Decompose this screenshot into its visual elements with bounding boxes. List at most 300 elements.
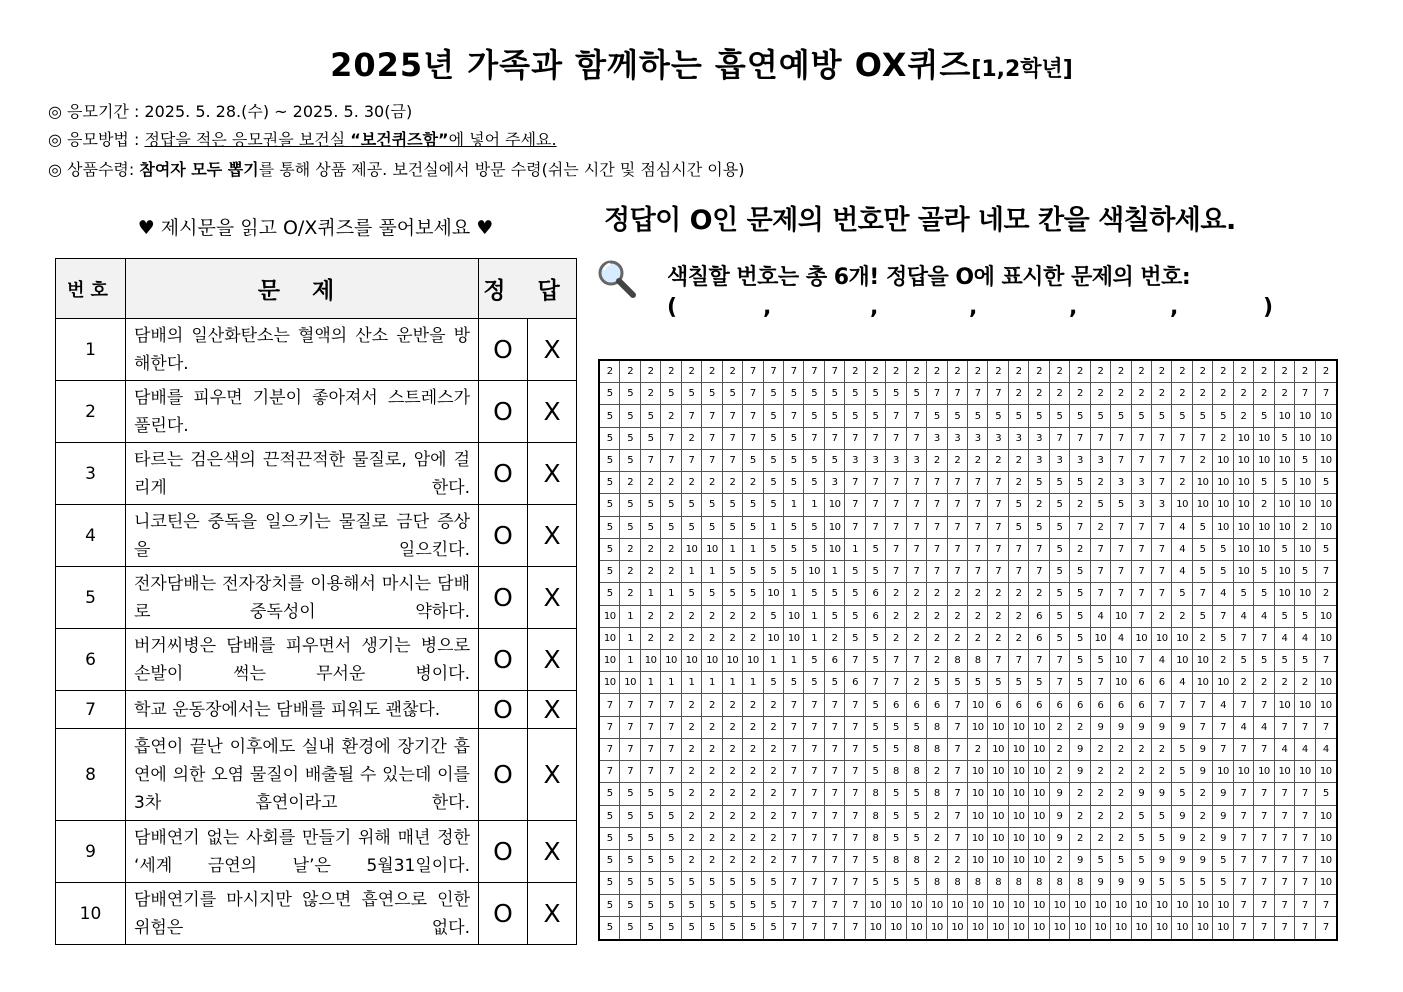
grid-cell[interactable]: 5 bbox=[866, 650, 886, 672]
grid-cell[interactable]: 1 bbox=[682, 672, 702, 694]
grid-cell[interactable]: 5 bbox=[784, 517, 804, 539]
grid-cell[interactable]: 7 bbox=[1254, 783, 1274, 805]
grid-cell[interactable]: 2 bbox=[661, 606, 681, 628]
grid-cell[interactable]: 5 bbox=[804, 539, 824, 561]
grid-cell[interactable]: 2 bbox=[968, 606, 988, 628]
grid-cell[interactable]: 10 bbox=[1275, 494, 1295, 516]
grid-cell[interactable]: 2 bbox=[845, 361, 865, 383]
grid-cell[interactable]: 7 bbox=[784, 739, 804, 761]
grid-cell[interactable]: 5 bbox=[927, 672, 947, 694]
grid-cell[interactable]: 7 bbox=[743, 361, 763, 383]
grid-cell[interactable]: 5 bbox=[825, 383, 845, 405]
grid-cell[interactable]: 5 bbox=[600, 539, 620, 561]
grid-cell[interactable]: 5 bbox=[661, 783, 681, 805]
grid-cell[interactable]: 3 bbox=[948, 428, 968, 450]
grid-cell[interactable]: 7 bbox=[1275, 806, 1295, 828]
grid-cell[interactable]: 5 bbox=[804, 583, 824, 605]
grid-cell[interactable]: 10 bbox=[988, 828, 1008, 850]
grid-cell[interactable]: 5 bbox=[661, 917, 681, 939]
grid-cell[interactable]: 4 bbox=[1295, 739, 1315, 761]
grid-cell[interactable]: 2 bbox=[1275, 361, 1295, 383]
grid-cell[interactable]: 2 bbox=[702, 694, 722, 716]
grid-cell[interactable]: 5 bbox=[723, 917, 743, 939]
grid-cell[interactable]: 5 bbox=[866, 383, 886, 405]
grid-cell[interactable]: 3 bbox=[968, 428, 988, 450]
grid-cell[interactable]: 5 bbox=[682, 517, 702, 539]
grid-cell[interactable]: 5 bbox=[825, 672, 845, 694]
grid-cell[interactable]: 7 bbox=[948, 828, 968, 850]
grid-cell[interactable]: 10 bbox=[1254, 450, 1274, 472]
grid-cell[interactable]: 2 bbox=[927, 628, 947, 650]
grid-cell[interactable]: 5 bbox=[1050, 405, 1070, 427]
grid-cell[interactable]: 5 bbox=[723, 561, 743, 583]
grid-cell[interactable]: 9 bbox=[1193, 850, 1213, 872]
grid-cell[interactable]: 5 bbox=[1275, 428, 1295, 450]
answer-o-option[interactable]: O bbox=[479, 629, 528, 691]
grid-cell[interactable]: 7 bbox=[866, 494, 886, 516]
grid-cell[interactable]: 7 bbox=[1152, 539, 1172, 561]
grid-cell[interactable]: 2 bbox=[723, 628, 743, 650]
grid-cell[interactable]: 5 bbox=[661, 494, 681, 516]
grid-cell[interactable]: 7 bbox=[948, 383, 968, 405]
grid-cell[interactable]: 7 bbox=[804, 428, 824, 450]
grid-cell[interactable]: 7 bbox=[1193, 717, 1213, 739]
grid-cell[interactable]: 5 bbox=[1172, 739, 1192, 761]
grid-cell[interactable]: 10 bbox=[886, 895, 906, 917]
grid-cell[interactable]: 2 bbox=[948, 583, 968, 605]
grid-cell[interactable]: 5 bbox=[702, 872, 722, 894]
grid-cell[interactable]: 5 bbox=[682, 895, 702, 917]
grid-cell[interactable]: 5 bbox=[600, 583, 620, 605]
grid-cell[interactable]: 2 bbox=[682, 472, 702, 494]
grid-cell[interactable]: 5 bbox=[764, 405, 784, 427]
grid-cell[interactable]: 7 bbox=[804, 694, 824, 716]
grid-cell[interactable]: 5 bbox=[600, 783, 620, 805]
grid-cell[interactable]: 2 bbox=[927, 650, 947, 672]
grid-cell[interactable]: 5 bbox=[1193, 872, 1213, 894]
grid-cell[interactable]: 7 bbox=[948, 783, 968, 805]
grid-cell[interactable]: 2 bbox=[907, 672, 927, 694]
grid-cell[interactable]: 2 bbox=[1193, 806, 1213, 828]
grid-cell[interactable]: 7 bbox=[825, 694, 845, 716]
grid-cell[interactable]: 2 bbox=[641, 561, 661, 583]
grid-cell[interactable]: 2 bbox=[1254, 494, 1274, 516]
grid-cell[interactable]: 2 bbox=[988, 450, 1008, 472]
answer-x-option[interactable]: X bbox=[528, 883, 577, 945]
grid-cell[interactable]: 6 bbox=[1152, 672, 1172, 694]
grid-cell[interactable]: 5 bbox=[641, 895, 661, 917]
grid-cell[interactable]: 2 bbox=[948, 850, 968, 872]
grid-cell[interactable]: 10 bbox=[1193, 472, 1213, 494]
grid-cell[interactable]: 7 bbox=[988, 494, 1008, 516]
grid-cell[interactable]: 7 bbox=[1275, 850, 1295, 872]
grid-cell[interactable]: 1 bbox=[723, 672, 743, 694]
grid-cell[interactable]: 5 bbox=[1009, 405, 1029, 427]
grid-cell[interactable]: 7 bbox=[845, 494, 865, 516]
grid-cell[interactable]: 7 bbox=[1091, 539, 1111, 561]
grid-cell[interactable]: 7 bbox=[1132, 517, 1152, 539]
grid-cell[interactable]: 5 bbox=[886, 739, 906, 761]
grid-cell[interactable]: 2 bbox=[1070, 717, 1090, 739]
grid-cell[interactable]: 10 bbox=[968, 828, 988, 850]
grid-cell[interactable]: 5 bbox=[825, 606, 845, 628]
grid-cell[interactable]: 7 bbox=[845, 650, 865, 672]
grid-cell[interactable]: 9 bbox=[1070, 850, 1090, 872]
grid-cell[interactable]: 2 bbox=[1132, 383, 1152, 405]
grid-cell[interactable]: 10 bbox=[682, 650, 702, 672]
grid-cell[interactable]: 2 bbox=[1050, 717, 1070, 739]
grid-cell[interactable]: 5 bbox=[866, 694, 886, 716]
grid-cell[interactable]: 7 bbox=[1295, 917, 1315, 939]
grid-cell[interactable]: 5 bbox=[886, 872, 906, 894]
grid-cell[interactable]: 7 bbox=[682, 450, 702, 472]
grid-cell[interactable]: 3 bbox=[988, 428, 1008, 450]
grid-cell[interactable]: 2 bbox=[682, 606, 702, 628]
grid-cell[interactable]: 5 bbox=[620, 828, 640, 850]
grid-cell[interactable]: 10 bbox=[1295, 494, 1315, 516]
grid-cell[interactable]: 10 bbox=[600, 628, 620, 650]
grid-cell[interactable]: 5 bbox=[988, 405, 1008, 427]
grid-cell[interactable]: 2 bbox=[1213, 428, 1233, 450]
grid-cell[interactable]: 5 bbox=[886, 828, 906, 850]
grid-cell[interactable]: 5 bbox=[743, 450, 763, 472]
grid-cell[interactable]: 2 bbox=[702, 806, 722, 828]
answer-o-option[interactable]: O bbox=[479, 821, 528, 883]
grid-cell[interactable]: 2 bbox=[702, 628, 722, 650]
grid-cell[interactable]: 5 bbox=[886, 717, 906, 739]
grid-cell[interactable]: 10 bbox=[1275, 561, 1295, 583]
grid-cell[interactable]: 2 bbox=[641, 472, 661, 494]
grid-cell[interactable]: 7 bbox=[620, 739, 640, 761]
answer-x-option[interactable]: X bbox=[528, 505, 577, 567]
grid-cell[interactable]: 5 bbox=[1029, 517, 1049, 539]
grid-cell[interactable]: 5 bbox=[600, 494, 620, 516]
grid-cell[interactable]: 7 bbox=[620, 761, 640, 783]
grid-cell[interactable]: 1 bbox=[620, 650, 640, 672]
grid-cell[interactable]: 7 bbox=[784, 694, 804, 716]
grid-cell[interactable]: 2 bbox=[743, 806, 763, 828]
grid-cell[interactable]: 5 bbox=[1213, 872, 1233, 894]
grid-cell[interactable]: 2 bbox=[886, 628, 906, 650]
grid-cell[interactable]: 5 bbox=[1050, 606, 1070, 628]
grid-cell[interactable]: 5 bbox=[845, 561, 865, 583]
grid-cell[interactable]: 5 bbox=[620, 783, 640, 805]
grid-cell[interactable]: 2 bbox=[1193, 383, 1213, 405]
grid-cell[interactable]: 2 bbox=[1009, 628, 1029, 650]
grid-cell[interactable]: 5 bbox=[620, 383, 640, 405]
grid-cell[interactable]: 2 bbox=[1091, 806, 1111, 828]
grid-cell[interactable]: 5 bbox=[641, 806, 661, 828]
grid-cell[interactable]: 10 bbox=[1091, 917, 1111, 939]
grid-cell[interactable]: 5 bbox=[641, 850, 661, 872]
grid-cell[interactable]: 1 bbox=[661, 672, 681, 694]
grid-cell[interactable]: 1 bbox=[804, 494, 824, 516]
grid-cell[interactable]: 10 bbox=[825, 494, 845, 516]
grid-cell[interactable]: 7 bbox=[968, 517, 988, 539]
grid-cell[interactable]: 7 bbox=[825, 806, 845, 828]
grid-cell[interactable]: 5 bbox=[764, 917, 784, 939]
grid-cell[interactable]: 2 bbox=[1029, 361, 1049, 383]
grid-cell[interactable]: 7 bbox=[661, 450, 681, 472]
grid-cell[interactable]: 5 bbox=[784, 472, 804, 494]
grid-cell[interactable]: 7 bbox=[784, 917, 804, 939]
grid-cell[interactable]: 2 bbox=[1295, 517, 1315, 539]
grid-cell[interactable]: 10 bbox=[764, 628, 784, 650]
grid-cell[interactable]: 7 bbox=[1234, 828, 1254, 850]
grid-cell[interactable]: 5 bbox=[1111, 405, 1131, 427]
grid-cell[interactable]: 9 bbox=[1091, 717, 1111, 739]
grid-cell[interactable]: 8 bbox=[907, 761, 927, 783]
grid-cell[interactable]: 7 bbox=[845, 917, 865, 939]
grid-cell[interactable]: 2 bbox=[682, 761, 702, 783]
grid-cell[interactable]: 10 bbox=[1234, 494, 1254, 516]
grid-cell[interactable]: 5 bbox=[764, 895, 784, 917]
grid-cell[interactable]: 4 bbox=[1172, 539, 1192, 561]
grid-cell[interactable]: 7 bbox=[1254, 806, 1274, 828]
grid-cell[interactable]: 5 bbox=[1152, 806, 1172, 828]
grid-cell[interactable]: 5 bbox=[1172, 583, 1192, 605]
grid-cell[interactable]: 2 bbox=[927, 850, 947, 872]
grid-cell[interactable]: 1 bbox=[764, 650, 784, 672]
grid-cell[interactable]: 7 bbox=[907, 405, 927, 427]
grid-cell[interactable]: 10 bbox=[1213, 472, 1233, 494]
grid-cell[interactable]: 5 bbox=[682, 494, 702, 516]
grid-cell[interactable]: 8 bbox=[927, 783, 947, 805]
grid-cell[interactable]: 2 bbox=[1091, 517, 1111, 539]
grid-cell[interactable]: 5 bbox=[1193, 517, 1213, 539]
grid-cell[interactable]: 5 bbox=[600, 450, 620, 472]
grid-cell[interactable]: 5 bbox=[1050, 628, 1070, 650]
grid-cell[interactable]: 10 bbox=[1316, 405, 1336, 427]
grid-cell[interactable]: 2 bbox=[702, 783, 722, 805]
grid-cell[interactable]: 2 bbox=[1193, 450, 1213, 472]
grid-cell[interactable]: 8 bbox=[927, 739, 947, 761]
grid-cell[interactable]: 5 bbox=[600, 850, 620, 872]
grid-cell[interactable]: 7 bbox=[886, 494, 906, 516]
grid-cell[interactable]: 5 bbox=[907, 872, 927, 894]
grid-cell[interactable]: 2 bbox=[702, 761, 722, 783]
grid-cell[interactable]: 5 bbox=[1234, 650, 1254, 672]
grid-cell[interactable]: 2 bbox=[723, 361, 743, 383]
grid-cell[interactable]: 2 bbox=[1275, 383, 1295, 405]
grid-cell[interactable]: 2 bbox=[743, 472, 763, 494]
grid-cell[interactable]: 7 bbox=[845, 694, 865, 716]
grid-cell[interactable]: 7 bbox=[1316, 895, 1336, 917]
answer-x-option[interactable]: X bbox=[528, 381, 577, 443]
grid-cell[interactable]: 5 bbox=[682, 583, 702, 605]
grid-cell[interactable]: 3 bbox=[886, 450, 906, 472]
grid-cell[interactable]: 2 bbox=[1172, 606, 1192, 628]
grid-cell[interactable]: 10 bbox=[968, 917, 988, 939]
grid-cell[interactable]: 6 bbox=[1029, 606, 1049, 628]
grid-cell[interactable]: 5 bbox=[1295, 606, 1315, 628]
grid-cell[interactable]: 7 bbox=[1050, 650, 1070, 672]
grid-cell[interactable]: 7 bbox=[1234, 783, 1254, 805]
grid-cell[interactable]: 5 bbox=[1275, 650, 1295, 672]
grid-cell[interactable]: 5 bbox=[907, 783, 927, 805]
grid-cell[interactable]: 6 bbox=[1029, 694, 1049, 716]
grid-cell[interactable]: 2 bbox=[1009, 383, 1029, 405]
grid-cell[interactable]: 6 bbox=[1070, 694, 1090, 716]
grid-cell[interactable]: 7 bbox=[641, 717, 661, 739]
grid-cell[interactable]: 4 bbox=[1091, 606, 1111, 628]
grid-cell[interactable]: 10 bbox=[1029, 917, 1049, 939]
grid-cell[interactable]: 7 bbox=[1029, 561, 1049, 583]
grid-cell[interactable]: 1 bbox=[804, 606, 824, 628]
grid-cell[interactable]: 5 bbox=[804, 472, 824, 494]
grid-cell[interactable]: 10 bbox=[1111, 606, 1131, 628]
grid-cell[interactable]: 2 bbox=[886, 606, 906, 628]
grid-cell[interactable]: 10 bbox=[1213, 450, 1233, 472]
grid-cell[interactable]: 7 bbox=[1029, 650, 1049, 672]
grid-cell[interactable]: 2 bbox=[988, 628, 1008, 650]
grid-cell[interactable]: 5 bbox=[743, 583, 763, 605]
grid-cell[interactable]: 10 bbox=[600, 672, 620, 694]
grid-cell[interactable]: 2 bbox=[1132, 761, 1152, 783]
grid-cell[interactable]: 10 bbox=[1009, 917, 1029, 939]
grid-cell[interactable]: 10 bbox=[1254, 428, 1274, 450]
grid-cell[interactable]: 10 bbox=[1009, 806, 1029, 828]
grid-cell[interactable]: 7 bbox=[1132, 428, 1152, 450]
grid-cell[interactable]: 10 bbox=[764, 583, 784, 605]
grid-cell[interactable]: 2 bbox=[907, 361, 927, 383]
grid-cell[interactable]: 10 bbox=[1009, 761, 1029, 783]
grid-cell[interactable]: 10 bbox=[1050, 895, 1070, 917]
grid-cell[interactable]: 2 bbox=[682, 828, 702, 850]
grid-cell[interactable]: 5 bbox=[661, 383, 681, 405]
grid-cell[interactable]: 5 bbox=[804, 383, 824, 405]
grid-cell[interactable]: 7 bbox=[641, 761, 661, 783]
grid-cell[interactable]: 3 bbox=[1070, 450, 1090, 472]
grid-cell[interactable]: 2 bbox=[1234, 361, 1254, 383]
grid-cell[interactable]: 7 bbox=[1275, 717, 1295, 739]
grid-cell[interactable]: 2 bbox=[723, 806, 743, 828]
grid-cell[interactable]: 6 bbox=[1009, 694, 1029, 716]
grid-cell[interactable]: 5 bbox=[866, 628, 886, 650]
grid-cell[interactable]: 7 bbox=[1234, 739, 1254, 761]
answer-x-option[interactable]: X bbox=[528, 443, 577, 505]
grid-cell[interactable]: 8 bbox=[866, 806, 886, 828]
grid-cell[interactable]: 8 bbox=[1029, 872, 1049, 894]
grid-cell[interactable]: 7 bbox=[620, 694, 640, 716]
grid-cell[interactable]: 5 bbox=[1234, 583, 1254, 605]
grid-cell[interactable]: 5 bbox=[702, 917, 722, 939]
grid-cell[interactable]: 7 bbox=[682, 405, 702, 427]
grid-cell[interactable]: 2 bbox=[1234, 672, 1254, 694]
grid-cell[interactable]: 5 bbox=[600, 828, 620, 850]
grid-cell[interactable]: 10 bbox=[804, 561, 824, 583]
grid-cell[interactable]: 7 bbox=[804, 783, 824, 805]
grid-cell[interactable]: 10 bbox=[1152, 917, 1172, 939]
grid-cell[interactable]: 5 bbox=[1050, 517, 1070, 539]
grid-cell[interactable]: 10 bbox=[1316, 872, 1336, 894]
grid-cell[interactable]: 2 bbox=[1070, 828, 1090, 850]
grid-cell[interactable]: 7 bbox=[1295, 783, 1315, 805]
grid-cell[interactable]: 2 bbox=[764, 761, 784, 783]
grid-cell[interactable]: 7 bbox=[620, 717, 640, 739]
grid-cell[interactable]: 2 bbox=[723, 783, 743, 805]
grid-cell[interactable]: 10 bbox=[1091, 895, 1111, 917]
grid-cell[interactable]: 7 bbox=[1234, 806, 1254, 828]
grid-cell[interactable]: 1 bbox=[784, 650, 804, 672]
grid-cell[interactable]: 9 bbox=[1050, 828, 1070, 850]
grid-cell[interactable]: 4 bbox=[1172, 672, 1192, 694]
grid-cell[interactable]: 2 bbox=[661, 628, 681, 650]
grid-cell[interactable]: 7 bbox=[1152, 517, 1172, 539]
grid-cell[interactable]: 5 bbox=[1091, 405, 1111, 427]
grid-cell[interactable]: 7 bbox=[804, 806, 824, 828]
grid-cell[interactable]: 3 bbox=[1111, 472, 1131, 494]
grid-cell[interactable]: 6 bbox=[907, 694, 927, 716]
grid-cell[interactable]: 5 bbox=[1213, 539, 1233, 561]
grid-cell[interactable]: 5 bbox=[620, 917, 640, 939]
grid-cell[interactable]: 7 bbox=[825, 428, 845, 450]
grid-cell[interactable]: 10 bbox=[968, 717, 988, 739]
grid-cell[interactable]: 2 bbox=[1009, 606, 1029, 628]
grid-cell[interactable]: 9 bbox=[1213, 828, 1233, 850]
grid-cell[interactable]: 2 bbox=[988, 361, 1008, 383]
grid-cell[interactable]: 7 bbox=[1111, 450, 1131, 472]
grid-cell[interactable]: 2 bbox=[620, 561, 640, 583]
grid-cell[interactable]: 2 bbox=[743, 783, 763, 805]
grid-cell[interactable]: 7 bbox=[1234, 850, 1254, 872]
grid-cell[interactable]: 7 bbox=[804, 717, 824, 739]
grid-cell[interactable]: 7 bbox=[723, 405, 743, 427]
grid-cell[interactable]: 8 bbox=[968, 650, 988, 672]
grid-cell[interactable]: 7 bbox=[764, 361, 784, 383]
grid-cell[interactable]: 5 bbox=[1172, 405, 1192, 427]
grid-cell[interactable]: 5 bbox=[825, 405, 845, 427]
grid-cell[interactable]: 1 bbox=[804, 628, 824, 650]
grid-cell[interactable]: 10 bbox=[866, 895, 886, 917]
grid-cell[interactable]: 5 bbox=[1275, 606, 1295, 628]
grid-cell[interactable]: 5 bbox=[1316, 539, 1336, 561]
grid-cell[interactable]: 7 bbox=[825, 917, 845, 939]
grid-cell[interactable]: 10 bbox=[968, 694, 988, 716]
grid-cell[interactable]: 5 bbox=[764, 539, 784, 561]
grid-cell[interactable]: 7 bbox=[1091, 561, 1111, 583]
grid-cell[interactable]: 3 bbox=[907, 450, 927, 472]
grid-cell[interactable]: 10 bbox=[988, 761, 1008, 783]
grid-cell[interactable]: 3 bbox=[927, 428, 947, 450]
grid-cell[interactable]: 10 bbox=[723, 650, 743, 672]
grid-cell[interactable]: 9 bbox=[1152, 717, 1172, 739]
grid-cell[interactable]: 7 bbox=[661, 428, 681, 450]
grid-cell[interactable]: 5 bbox=[907, 828, 927, 850]
grid-cell[interactable]: 7 bbox=[907, 539, 927, 561]
grid-cell[interactable]: 5 bbox=[804, 450, 824, 472]
grid-cell[interactable]: 10 bbox=[1152, 628, 1172, 650]
grid-cell[interactable]: 10 bbox=[1234, 539, 1254, 561]
grid-cell[interactable]: 4 bbox=[1111, 628, 1131, 650]
grid-cell[interactable]: 5 bbox=[764, 383, 784, 405]
grid-cell[interactable]: 10 bbox=[661, 650, 681, 672]
grid-cell[interactable]: 7 bbox=[825, 872, 845, 894]
grid-cell[interactable]: 7 bbox=[1254, 739, 1274, 761]
grid-cell[interactable]: 5 bbox=[1070, 628, 1090, 650]
grid-cell[interactable]: 10 bbox=[1316, 694, 1336, 716]
grid-cell[interactable]: 5 bbox=[620, 895, 640, 917]
grid-cell[interactable]: 5 bbox=[641, 405, 661, 427]
grid-cell[interactable]: 10 bbox=[1234, 761, 1254, 783]
grid-cell[interactable]: 10 bbox=[907, 895, 927, 917]
grid-cell[interactable]: 2 bbox=[1091, 361, 1111, 383]
grid-cell[interactable]: 5 bbox=[1295, 650, 1315, 672]
grid-cell[interactable]: 10 bbox=[1213, 895, 1233, 917]
grid-cell[interactable]: 7 bbox=[784, 361, 804, 383]
grid-cell[interactable]: 7 bbox=[866, 472, 886, 494]
grid-cell[interactable]: 8 bbox=[1009, 872, 1029, 894]
